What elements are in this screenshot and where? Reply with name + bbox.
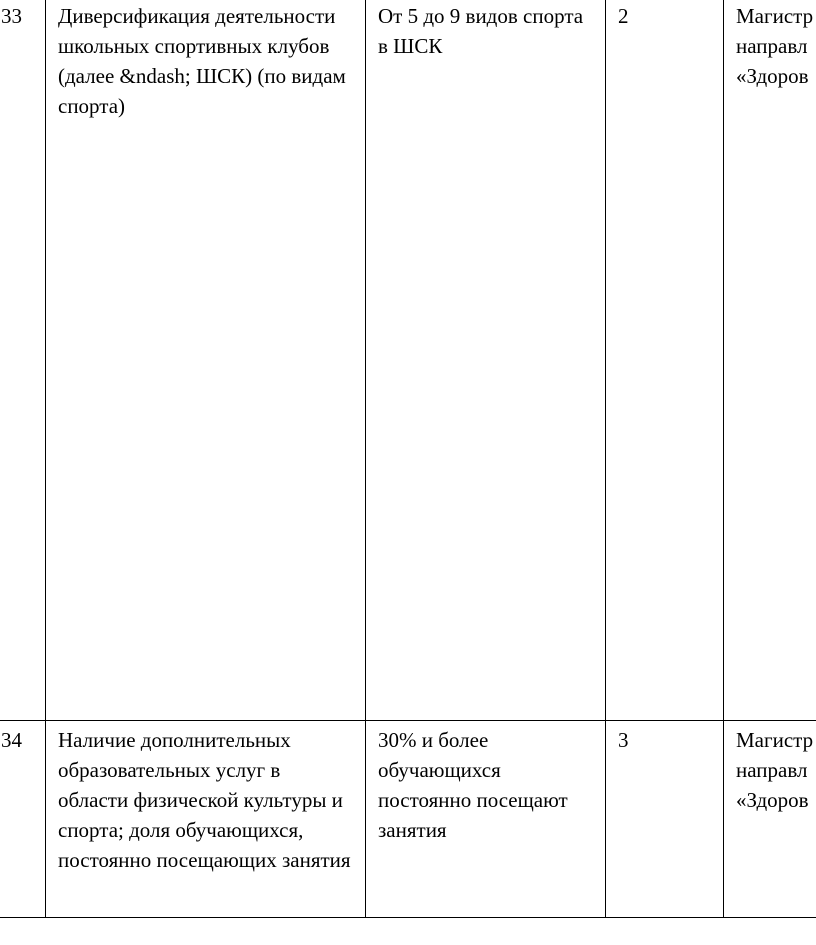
criterion-text: От 5 до 9 видов спорта в ШСК bbox=[378, 4, 584, 58]
criterion-cell bbox=[366, 0, 606, 721]
row-number-cell bbox=[0, 0, 46, 721]
indicator-cell bbox=[46, 721, 366, 918]
row-number: 33 bbox=[1, 4, 22, 28]
row-number: 34 bbox=[1, 728, 22, 752]
direction-text: Магистр направл «Здоров bbox=[736, 728, 814, 812]
direction-cell bbox=[724, 0, 816, 721]
direction-text: Магистр направл «Здоров bbox=[736, 4, 814, 88]
indicator-cell bbox=[46, 0, 366, 721]
points-value: 3 bbox=[618, 728, 629, 752]
points-cell bbox=[606, 721, 724, 918]
row-number-cell bbox=[0, 721, 46, 918]
indicator-text: Диверсификация деятельности школьных спортивных клубов (далее &ndash; ШСК) (по видам спорта) bbox=[58, 4, 346, 118]
points-cell bbox=[606, 0, 724, 721]
table-row bbox=[0, 721, 816, 918]
criterion-text: 30% и более обучающихся постоянно посещают занятия bbox=[378, 728, 568, 842]
points-value: 2 bbox=[618, 4, 629, 28]
direction-cell bbox=[724, 721, 816, 918]
indicator-text: Наличие дополнительных образовательных услуг в области физической культуры и спорта; доля обучающихся, постоянно посещающих занятия bbox=[58, 728, 351, 872]
criterion-cell bbox=[366, 721, 606, 918]
